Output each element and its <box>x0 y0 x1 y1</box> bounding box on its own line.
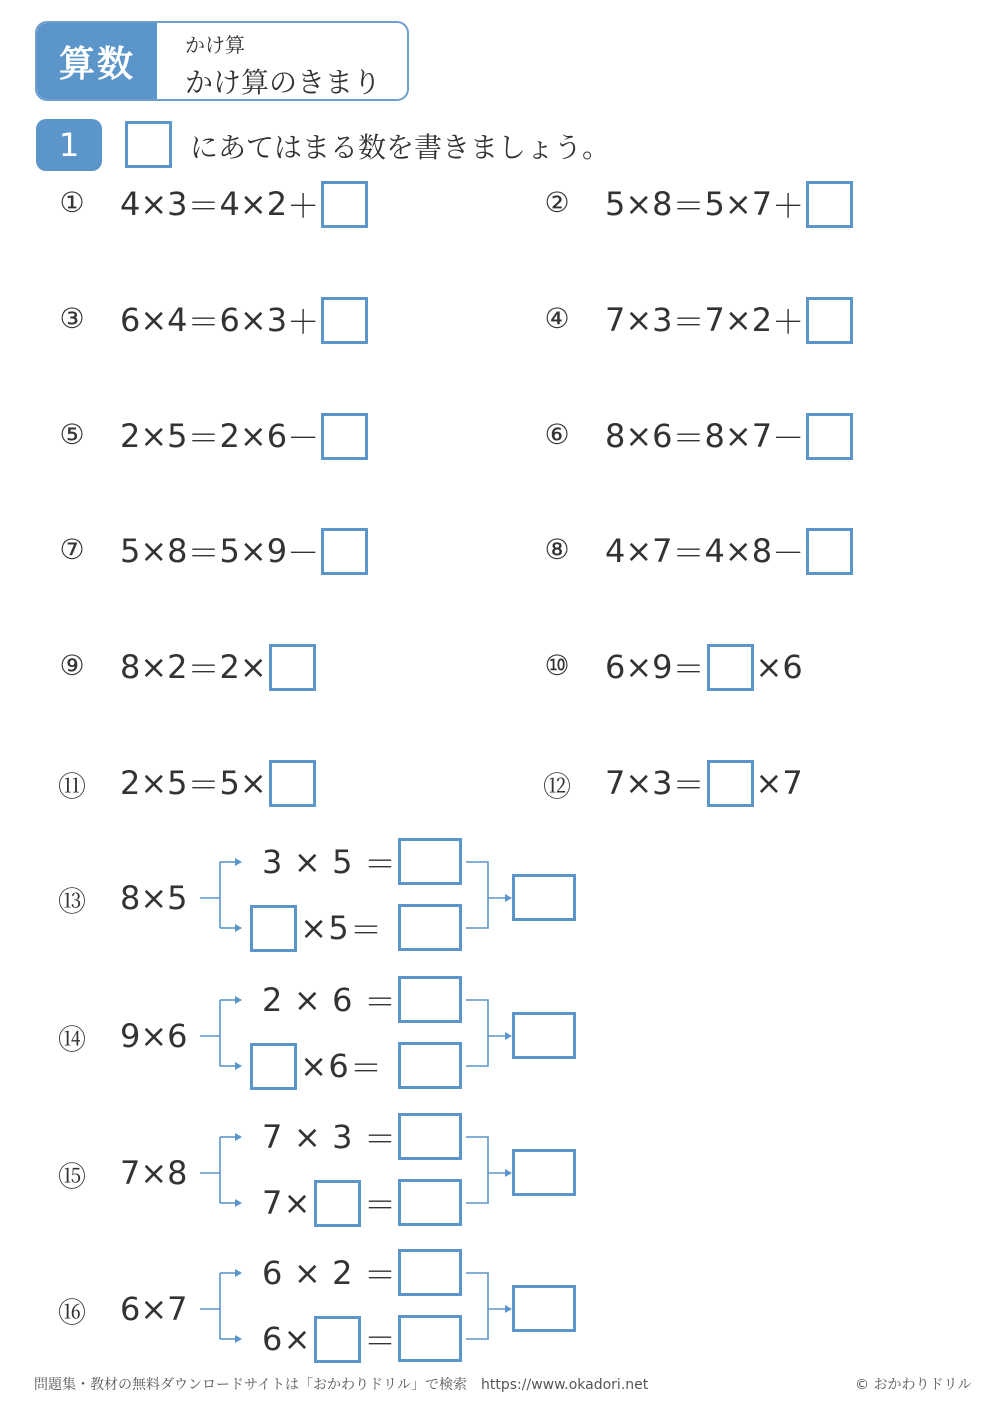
split-top-expression <box>262 976 396 1024</box>
expression-token: ＝ <box>363 1186 396 1224</box>
expression-token: 6 <box>652 417 673 455</box>
answer-box[interactable] <box>250 1043 297 1090</box>
expression-token: 7 <box>751 185 773 223</box>
problem-number: ① <box>59 186 85 219</box>
answer-box[interactable] <box>321 181 368 228</box>
split-top-expression <box>262 1249 396 1297</box>
expression-token: ＋ <box>772 187 805 225</box>
problem-expression <box>120 643 318 691</box>
expression-token: × <box>293 981 321 1019</box>
expression-token: 6 <box>219 301 240 339</box>
expression-token: × <box>140 185 168 223</box>
expression-token: × <box>724 417 752 455</box>
expression-token: × <box>625 417 653 455</box>
expression-token: ＝ <box>672 534 705 572</box>
expression-token: × <box>293 843 321 881</box>
partial-product-answer-box[interactable] <box>398 1113 462 1160</box>
expression-token: 4 <box>605 532 626 570</box>
expression-token: 2 <box>167 648 188 686</box>
problem-expression <box>120 180 370 228</box>
expression-token: × <box>625 648 653 686</box>
expression-token: × <box>239 532 267 570</box>
problem-expression <box>605 180 855 228</box>
problem-expression <box>605 643 803 691</box>
problem-number: ⑮ <box>57 1160 86 1193</box>
expression-token: 3 <box>262 843 283 881</box>
expression-token: 5 <box>605 185 626 223</box>
expression-token: × <box>140 648 168 686</box>
expression-token: 2 <box>120 764 141 802</box>
expression-token: 6 <box>262 1320 283 1358</box>
expression-token: 4 <box>219 185 240 223</box>
expression-token: ＝ <box>363 983 396 1021</box>
expression-token: 5 <box>167 764 188 802</box>
expression-token: 8 <box>167 1154 188 1192</box>
expression-token: ＝ <box>672 303 705 341</box>
answer-box[interactable] <box>806 297 853 344</box>
expression-token: ＝ <box>187 303 220 341</box>
expression-token: ＝ <box>187 419 220 457</box>
expression-token: 5 <box>219 532 240 570</box>
expression-token: 4 <box>167 301 188 339</box>
problem-expression <box>605 527 855 575</box>
expression-token: ＝ <box>349 911 382 949</box>
expression-token: ＝ <box>363 845 396 883</box>
expression-token: 5 <box>704 185 725 223</box>
expression-token: × <box>724 301 752 339</box>
partial-product-answer-box[interactable] <box>398 976 462 1023</box>
expression-token: 3 <box>652 764 673 802</box>
problem-number: ⑨ <box>59 649 85 682</box>
split-top-expression <box>262 1113 396 1161</box>
expression-token: 3 <box>332 1118 353 1156</box>
answer-box[interactable] <box>321 297 368 344</box>
expression-token: × <box>140 1154 168 1192</box>
answer-box[interactable] <box>707 760 754 807</box>
expression-token: 6 <box>120 1290 141 1328</box>
expression-token: 6 <box>332 981 353 1019</box>
expression-token: 2 <box>751 301 773 339</box>
expression-token: 5 <box>120 532 141 570</box>
expression-token: 9 <box>266 532 288 570</box>
footer-site-info: 問題集・教材の無料ダウンロードサイトは「おかわりドリル」で検索 https://www.okadori.net <box>34 1377 649 1393</box>
problem-expression <box>605 412 855 460</box>
expression-token: 2 <box>332 1254 353 1292</box>
expression-token: ＝ <box>187 650 220 688</box>
problem-number: ⑭ <box>57 1023 86 1056</box>
expression-token: 7 <box>262 1118 283 1156</box>
expression-token: 4 <box>704 532 725 570</box>
expression-token: ＝ <box>672 419 705 457</box>
expression-token: 6 <box>605 648 626 686</box>
expression-token: 3 <box>167 185 188 223</box>
problem-number: ⑬ <box>57 885 86 918</box>
expression-token: 6 <box>120 301 141 339</box>
expression-token: × <box>283 1184 311 1222</box>
problem-expression <box>120 412 370 460</box>
expression-token: ＋ <box>287 303 320 341</box>
expression-token: ＋ <box>772 303 805 341</box>
split-bottom-expression <box>262 1179 396 1227</box>
split-top-expression <box>262 838 396 886</box>
instruction-answer-box-icon <box>125 121 172 168</box>
expression-token: ＋ <box>287 187 320 225</box>
problem-number: ② <box>544 186 570 219</box>
expression-token: － <box>772 419 805 457</box>
expression-token: 9 <box>652 648 673 686</box>
expression-token: 5 <box>332 843 353 881</box>
partial-product-answer-box[interactable] <box>398 1042 462 1089</box>
expression-token: 3 <box>266 301 288 339</box>
expression-token: 2 <box>219 417 240 455</box>
problem-number: ③ <box>59 302 85 335</box>
answer-box[interactable] <box>269 644 316 691</box>
problem-expression <box>605 759 803 807</box>
expression-token: × <box>625 532 653 570</box>
expression-token: × <box>293 1118 321 1156</box>
question-number-badge: 1 <box>36 119 102 171</box>
expression-token: 2 <box>266 185 288 223</box>
total-answer-box[interactable] <box>512 1012 576 1059</box>
expression-token: × <box>140 879 168 917</box>
expression-token: × <box>140 417 168 455</box>
expression-token: 2 <box>219 648 240 686</box>
answer-box[interactable] <box>314 1316 361 1363</box>
problem-number: ⑯ <box>57 1296 86 1329</box>
partial-product-answer-box[interactable] <box>398 1249 462 1296</box>
expression-token: 9 <box>120 1017 141 1055</box>
expression-token: × <box>625 301 653 339</box>
expression-token: － <box>287 534 320 572</box>
expression-token: × <box>293 1254 321 1292</box>
partial-product-answer-box[interactable] <box>398 904 462 951</box>
expression-token: × <box>755 648 783 686</box>
total-answer-box[interactable] <box>512 1149 576 1196</box>
expression-token: 5 <box>167 417 188 455</box>
answer-box[interactable] <box>806 413 853 460</box>
expression-token: × <box>724 185 752 223</box>
expression-token: × <box>300 909 328 947</box>
problem-number: ⑪ <box>57 770 86 803</box>
split-bottom-expression <box>248 904 382 952</box>
expression-token: × <box>625 764 653 802</box>
expression-token: 2 <box>262 981 283 1019</box>
expression-token: 4 <box>120 185 141 223</box>
expression-token: × <box>140 532 168 570</box>
expression-token: × <box>239 417 267 455</box>
problem-number: ⑤ <box>59 418 85 451</box>
problem-number: ⑩ <box>544 649 570 682</box>
expression-token: × <box>625 185 653 223</box>
expression-token: ＝ <box>672 766 705 804</box>
answer-box[interactable] <box>250 905 297 952</box>
expression-token: ＝ <box>349 1049 382 1087</box>
answer-box[interactable] <box>269 760 316 807</box>
expression-token: × <box>140 1290 168 1328</box>
expression-token: 6 <box>328 1047 349 1085</box>
expression-token: × <box>140 1017 168 1055</box>
expression-token: 6 <box>782 648 803 686</box>
expression-token: 8 <box>167 532 188 570</box>
partial-product-answer-box[interactable] <box>398 838 462 885</box>
expression-token: 2 <box>120 417 141 455</box>
worksheet-header <box>35 21 409 101</box>
expression-token: 8 <box>704 417 725 455</box>
problem-expression <box>120 296 370 344</box>
expression-token: 8 <box>120 879 141 917</box>
expression-token: 5 <box>219 764 240 802</box>
expression-token: － <box>772 534 805 572</box>
expression-token: ＝ <box>363 1120 396 1158</box>
expression-token: 6 <box>167 1017 188 1055</box>
footer-copyright: © おかわりドリル <box>855 1377 972 1393</box>
expression-token: 8 <box>652 185 673 223</box>
expression-token: ＝ <box>187 187 220 225</box>
total-answer-box[interactable] <box>512 1285 576 1332</box>
expression-token: ＝ <box>363 1256 396 1294</box>
answer-box[interactable] <box>806 181 853 228</box>
expression-token: 7 <box>262 1184 283 1222</box>
header-title: かけ算のきまり <box>185 66 382 99</box>
expression-token: 8 <box>605 417 626 455</box>
expression-token: 7 <box>605 301 626 339</box>
expression-token: × <box>239 185 267 223</box>
total-answer-box[interactable] <box>512 874 576 921</box>
answer-box[interactable] <box>314 1180 361 1227</box>
split-bottom-expression <box>262 1315 396 1363</box>
expression-token: × <box>140 764 168 802</box>
answer-box[interactable] <box>321 528 368 575</box>
answer-box[interactable] <box>321 413 368 460</box>
problem-expression <box>120 759 318 807</box>
expression-token: 5 <box>167 879 188 917</box>
expression-token: 6 <box>262 1254 283 1292</box>
expression-token: 7 <box>652 532 673 570</box>
expression-token: 7 <box>751 417 773 455</box>
problem-number: ④ <box>544 302 570 335</box>
split-bottom-expression <box>248 1042 382 1090</box>
expression-token: × <box>239 764 267 802</box>
expression-token: 6 <box>266 417 288 455</box>
expression-token: × <box>755 764 783 802</box>
problem-expression <box>605 296 855 344</box>
partial-product-answer-box[interactable] <box>398 1315 462 1362</box>
expression-token: × <box>239 648 267 686</box>
expression-token: ＝ <box>672 650 705 688</box>
problem-number: ⑦ <box>59 533 85 566</box>
expression-token: ＝ <box>363 1322 396 1360</box>
problem-number: ⑧ <box>544 533 570 566</box>
expression-token: 7 <box>782 764 803 802</box>
question-instruction: にあてはまる数を書きましょう。 <box>190 131 611 164</box>
expression-token: × <box>300 1047 328 1085</box>
expression-token: ＝ <box>187 534 220 572</box>
problem-expression <box>120 527 370 575</box>
expression-token: ＝ <box>672 187 705 225</box>
expression-token: × <box>724 532 752 570</box>
expression-token: － <box>287 419 320 457</box>
answer-box[interactable] <box>707 644 754 691</box>
expression-token: 8 <box>751 532 773 570</box>
partial-product-answer-box[interactable] <box>398 1179 462 1226</box>
problem-number: ⑫ <box>542 770 571 803</box>
expression-token: 7 <box>605 764 626 802</box>
expression-token: 8 <box>120 648 141 686</box>
expression-token: 7 <box>120 1154 141 1192</box>
subject-badge: 算数 <box>37 23 157 99</box>
expression-token: 7 <box>704 301 725 339</box>
expression-token: ＝ <box>187 766 220 804</box>
answer-box[interactable] <box>806 528 853 575</box>
expression-token: × <box>283 1320 311 1358</box>
expression-token: 7 <box>167 1290 188 1328</box>
expression-token: 5 <box>328 909 349 947</box>
header-category: かけ算 <box>185 33 245 57</box>
expression-token: 3 <box>652 301 673 339</box>
expression-token: × <box>239 301 267 339</box>
expression-token: × <box>140 301 168 339</box>
problem-number: ⑥ <box>544 418 570 451</box>
